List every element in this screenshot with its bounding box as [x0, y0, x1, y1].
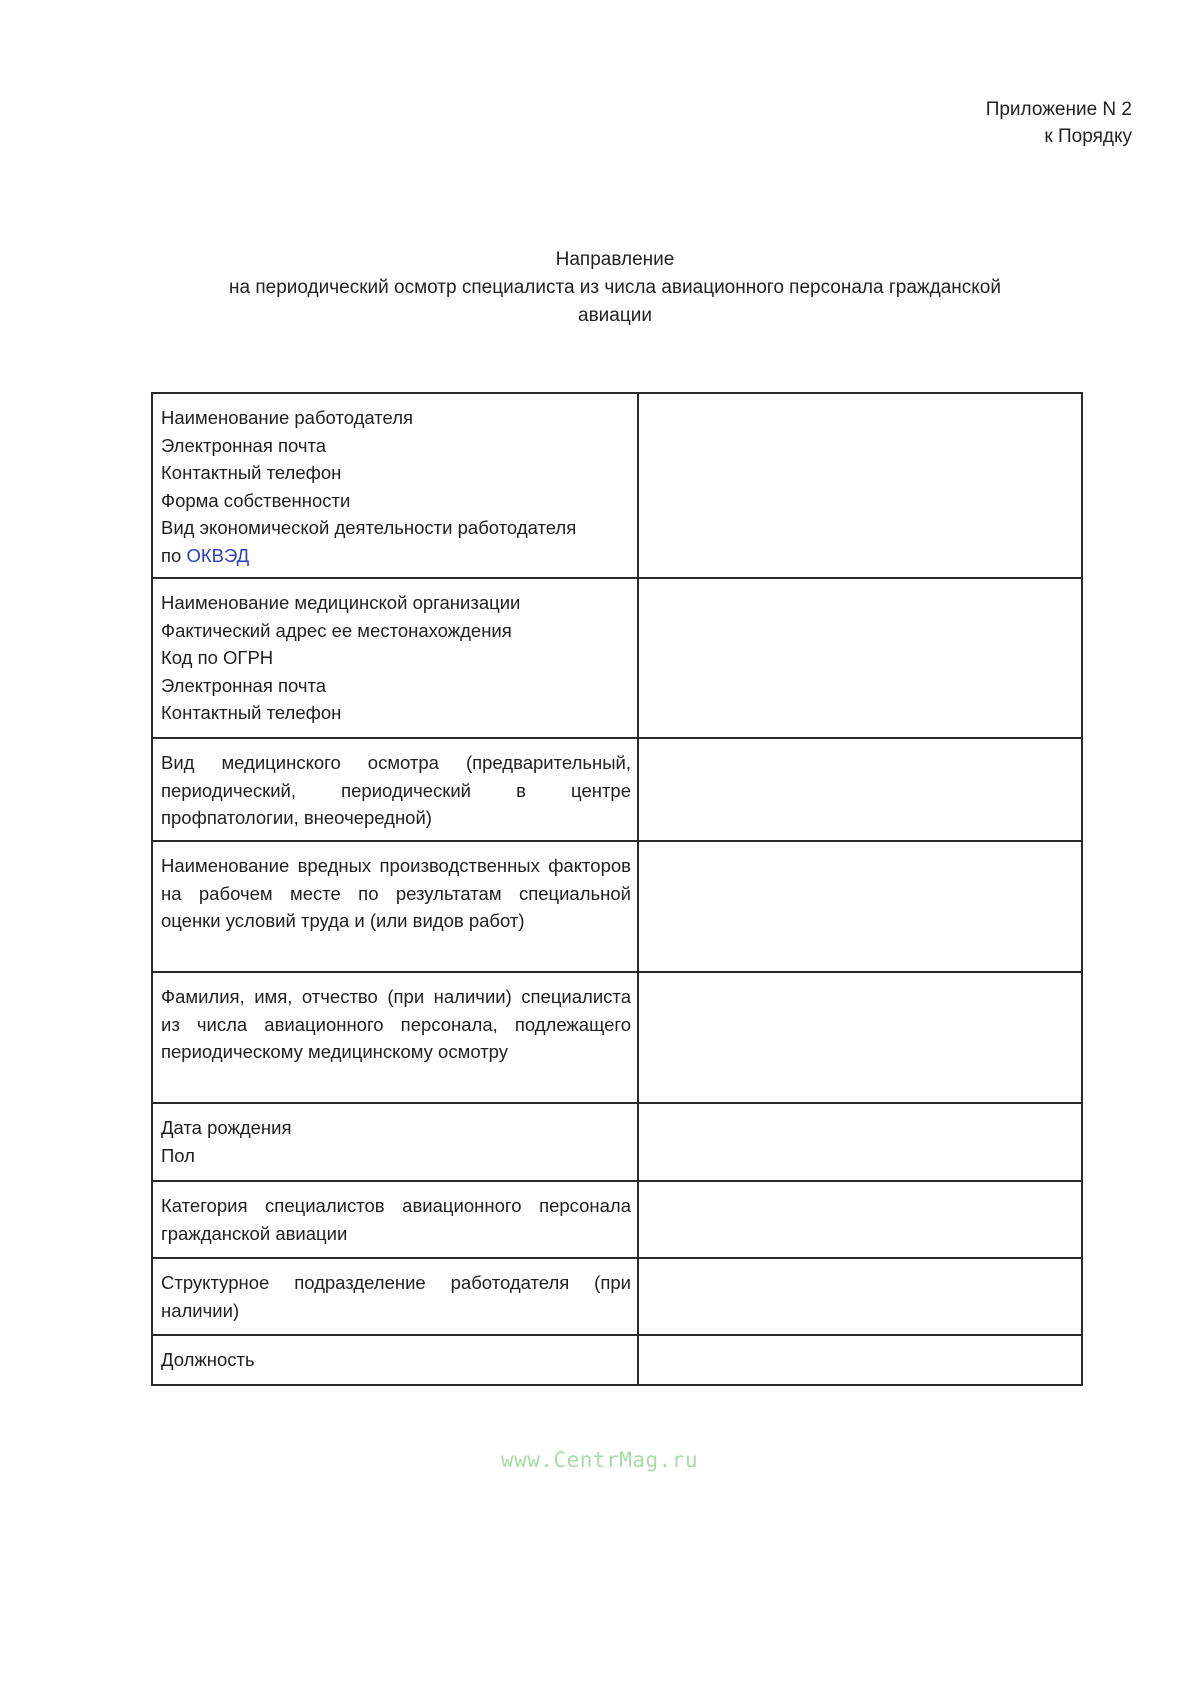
table-row	[152, 393, 1082, 578]
table-row	[152, 578, 1082, 738]
title-line-1: Направление	[555, 249, 675, 270]
position-value-cell[interactable]	[638, 1335, 1082, 1385]
medical-org-phone-label: Контактный телефон	[161, 702, 342, 723]
birth-sex-label-cell	[152, 1103, 638, 1181]
annex-header	[986, 96, 1132, 150]
medical-org-name-label: Наименование медицинской организации	[161, 592, 521, 613]
okved-link[interactable]: ОКВЭД	[186, 544, 250, 566]
position-label: Должность	[152, 1335, 638, 1385]
table-row	[152, 738, 1082, 841]
employer-phone-label: Контактный телефон	[161, 462, 342, 483]
table-row	[152, 841, 1082, 972]
personnel-category-label: Категория специалистов авиационного персонала гражданской авиации	[152, 1181, 638, 1258]
employer-name-label: Наименование работодателя	[161, 407, 414, 428]
medical-org-value-cell[interactable]	[638, 578, 1082, 738]
birth-sex-value-cell[interactable]	[638, 1103, 1082, 1181]
exam-type-label: Вид медицинского осмотра (предварительный, периодический, периодический в центре профпатологии, внеочередной)	[152, 738, 638, 841]
sex-label: Пол	[161, 1144, 195, 1166]
document-title	[150, 246, 1080, 330]
employer-label-cell	[152, 393, 638, 578]
harmful-factors-label: Наименование вредных производственных факторов на рабочем месте по результатам специальной оценки условий труда и (или видов работ)	[152, 841, 638, 972]
employer-email-label: Электронная почта	[161, 434, 327, 456]
economic-activity-label: Вид экономической деятельности работодателя	[161, 517, 577, 538]
watermark-text: www.CentrMag.ru	[500, 1448, 699, 1472]
full-name-value-cell[interactable]	[638, 972, 1082, 1103]
annex-line-1: Приложение N 2	[985, 99, 1132, 120]
full-name-label: Фамилия, имя, отчество (при наличии) специалиста из числа авиационного персонала, подлежащего периодическому медицинскому осмотру	[152, 972, 638, 1103]
personnel-category-value-cell[interactable]	[638, 1181, 1082, 1258]
okved-prefix: по	[161, 544, 187, 566]
annex-line-2: к Порядку	[1044, 126, 1132, 147]
harmful-factors-value-cell[interactable]	[638, 841, 1082, 972]
referral-form-table	[151, 392, 1083, 1386]
medical-org-address-label: Фактический адрес ее местонахождения	[161, 619, 512, 641]
ownership-form-label: Форма собственности	[161, 489, 351, 511]
table-row	[152, 972, 1082, 1103]
medical-org-email-label: Электронная почта	[161, 674, 327, 696]
okved-line	[161, 542, 631, 570]
ogrn-code-label: Код по ОГРН	[161, 647, 274, 668]
exam-type-value-cell[interactable]	[638, 738, 1082, 841]
employer-value-cell[interactable]	[638, 393, 1082, 578]
table-row	[152, 1335, 1082, 1385]
structural-unit-label: Структурное подразделение работодателя (при наличии)	[152, 1258, 638, 1335]
birth-date-label: Дата рождения	[161, 1117, 292, 1138]
structural-unit-value-cell[interactable]	[638, 1258, 1082, 1335]
title-line-3: авиации	[578, 305, 652, 326]
table-row	[152, 1181, 1082, 1258]
medical-org-label-cell	[152, 578, 638, 738]
title-line-2: на периодический осмотр специалиста из числа авиационного персонала гражданской	[229, 277, 1001, 298]
table-row	[152, 1103, 1082, 1181]
table-row	[152, 1258, 1082, 1335]
